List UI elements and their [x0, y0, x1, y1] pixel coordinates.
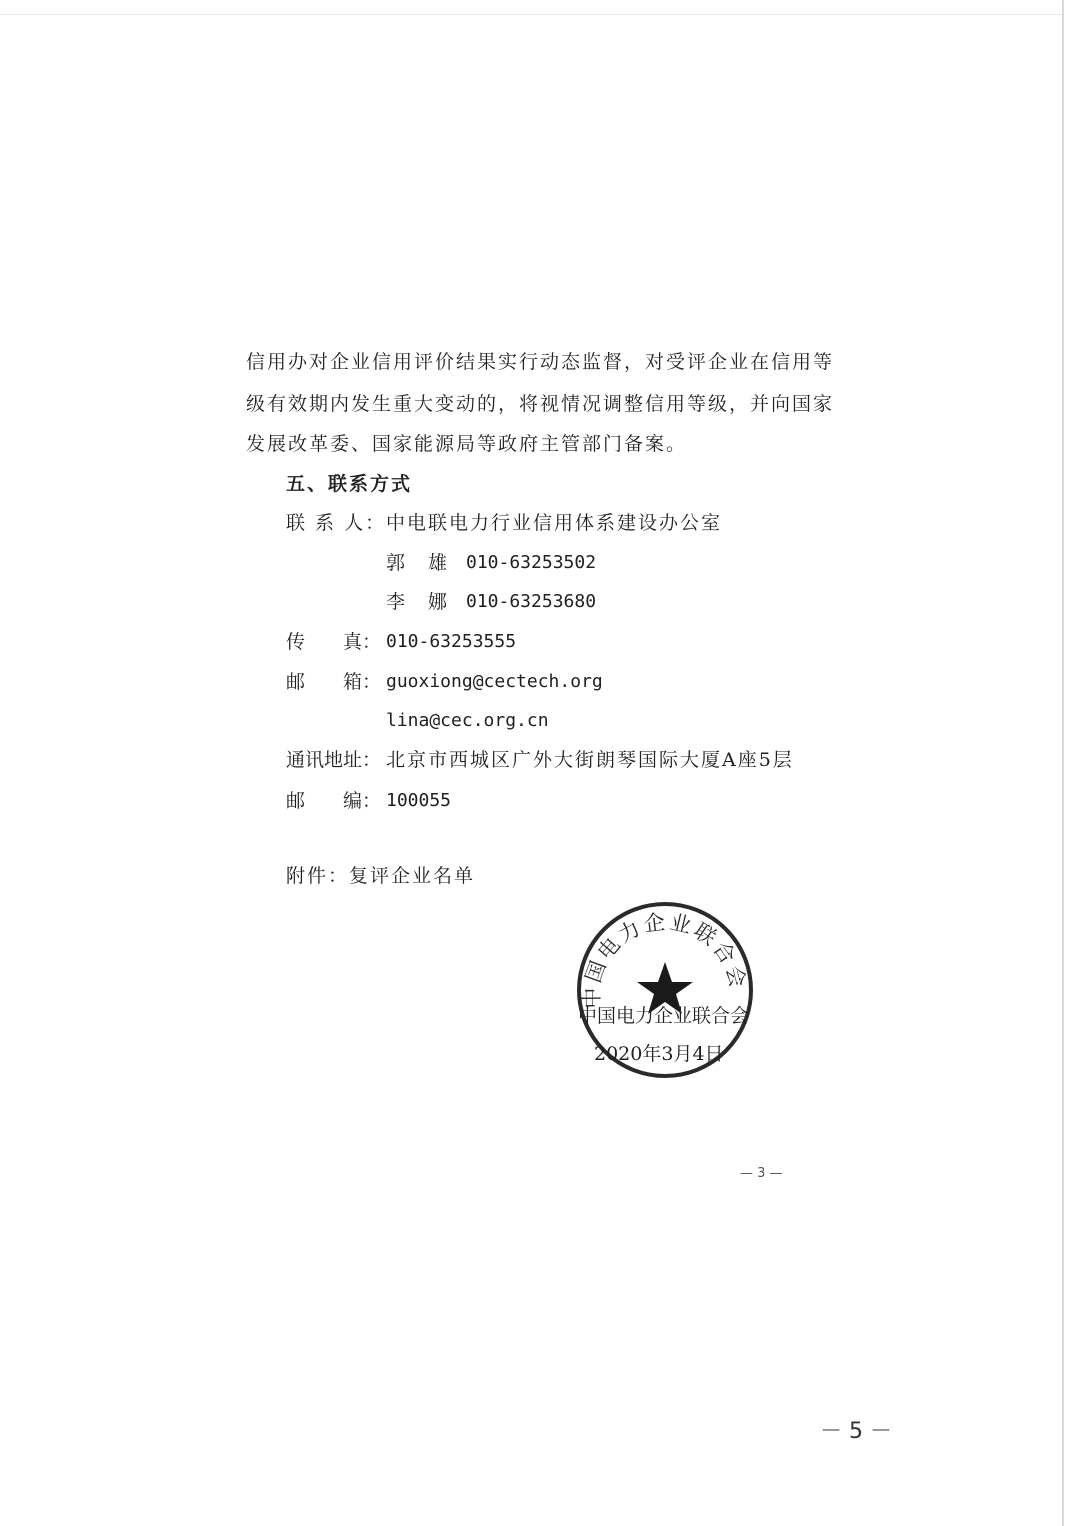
email-label: 邮 箱： [286, 671, 382, 693]
page-number: － 5 － [820, 1419, 892, 1444]
svg-text:中国电力企业联合会: 中国电力企业联合会 [579, 909, 751, 1009]
attachment-line: 附件：复评企业名单 [286, 865, 476, 887]
section-heading: 五、联系方式 [286, 473, 413, 495]
contact-phone-2: 010-63253680 [466, 591, 597, 612]
scan-edge-right [1062, 0, 1064, 1526]
contact-person-value: 中电联电力行业信用体系建设办公室 [386, 512, 723, 534]
fax-label: 传 真： [286, 631, 382, 653]
address-value: 北京市西城区广外大街朗琴国际大厦A座5层 [386, 749, 794, 771]
email-value-1: guoxiong@cectech.org [386, 671, 603, 692]
signature-date: 2020年3月4日 [594, 1043, 724, 1065]
contact-name-2: 李 娜 [386, 591, 450, 613]
postcode-label: 邮 编： [286, 790, 382, 812]
paragraph-line-2: 级有效期内发生重大变动的，将视情况调整信用等级，并向国家 [246, 393, 835, 415]
contact-phone-1: 010-63253502 [466, 552, 597, 573]
paragraph-line-1: 信用办对企业信用评价结果实行动态监督，对受评企业在信用等 [246, 351, 835, 373]
fax-value: 010-63253555 [386, 631, 517, 652]
signature-organization: 中国电力企业联合会 [578, 1005, 750, 1027]
contact-person-label: 联 系 人： [286, 512, 387, 534]
address-label: 通讯地址： [286, 749, 382, 771]
email-value-2: lina@cec.org.cn [386, 710, 549, 731]
contact-name-1: 郭 雄 [386, 552, 450, 574]
inner-page-number: — 3 — [740, 1166, 783, 1181]
paragraph-line-3: 发展改革委、国家能源局等政府主管部门备案。 [246, 433, 688, 455]
postcode-value: 100055 [386, 790, 452, 811]
scan-edge-top [0, 14, 1064, 15]
